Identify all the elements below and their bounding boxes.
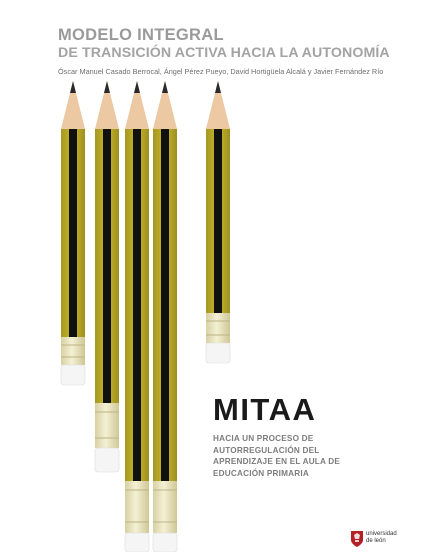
publisher-name-line1: universidad — [366, 531, 397, 537]
cover-title-line2: DE TRANSICIÓN ACTIVA HACIA LA AUTONOMÍA — [58, 45, 390, 61]
pencil-5 — [206, 81, 230, 363]
pencil-4 — [153, 81, 177, 552]
cover-subtitle-line: APRENDIZAJE EN EL AULA DE — [213, 457, 341, 467]
publisher-name — [366, 531, 397, 544]
university-shield-icon — [350, 530, 364, 548]
cover-subtitle — [213, 433, 388, 479]
cover-subtitle-line: AUTORREGULACIÓN DEL — [213, 445, 320, 455]
publisher-name-line2: de león — [366, 537, 386, 544]
cover-title-line1: MODELO INTEGRAL — [58, 26, 224, 44]
cover-acronym: MITAA — [213, 392, 317, 427]
cover-subtitle-line: EDUCACIÓN PRIMARIA — [213, 468, 309, 478]
pencil-1 — [61, 81, 85, 385]
pencil-3 — [125, 81, 149, 552]
cover-subtitle-line: HACIA UN PROCESO DE — [213, 434, 314, 443]
cover-authors: Óscar Manuel Casado Berrocal, Ángel Pérez Pueyo, David Hortigüela Alcalá y Javier Fernández Río — [58, 67, 384, 76]
pencil-2 — [95, 81, 119, 472]
